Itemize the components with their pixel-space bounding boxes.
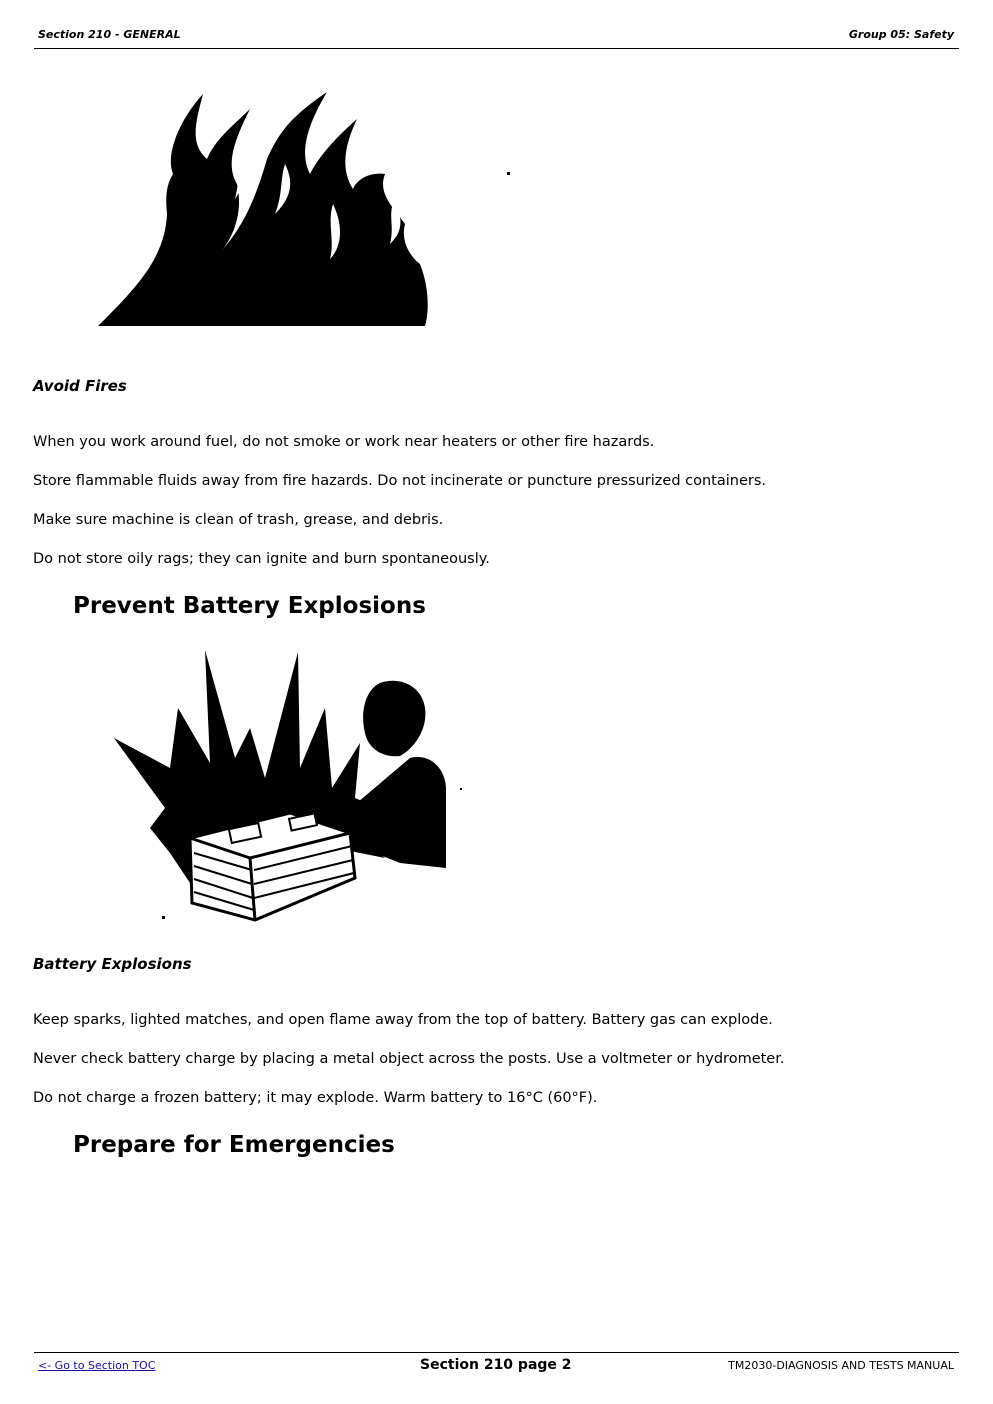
fire-flames-icon (95, 84, 515, 329)
fire-figure (95, 84, 515, 329)
section-title: Section 210 - GENERAL (38, 28, 181, 41)
section-toc-link[interactable]: <- Go to Section TOC (38, 1359, 156, 1372)
paragraph: Do not charge a frozen battery; it may explode. Warm battery to 16°C (60°F). (33, 1090, 598, 1106)
paragraph: When you work around fuel, do not smoke or work near heaters or other fire hazards. (33, 434, 655, 450)
paragraph: Never check battery charge by placing a metal object across the posts. Use a voltmeter or hydrometer. (33, 1051, 785, 1067)
page-footer (34, 1352, 959, 1383)
paragraph: Do not store oily rags; they can ignite and burn spontaneously. (33, 551, 490, 567)
manual-title: TM2030-DIAGNOSIS AND TESTS MANUAL (728, 1359, 954, 1372)
battery-explosions-caption: Battery Explosions (33, 955, 192, 973)
page-number: Section 210 page 2 (420, 1357, 572, 1373)
paragraph: Keep sparks, lighted matches, and open flame away from the top of battery. Battery gas can explode. (33, 1012, 773, 1028)
avoid-fires-caption: Avoid Fires (33, 377, 127, 395)
group-title: Group 05: Safety (848, 28, 954, 41)
section-heading: Prepare for Emergencies (73, 1132, 395, 1158)
paragraph: Store flammable fluids away from fire hazards. Do not incinerate or puncture pressurized containers. (33, 473, 767, 489)
battery-explosion-icon (110, 648, 465, 923)
battery-figure (110, 648, 465, 923)
paragraph: Make sure machine is clean of trash, grease, and debris. (33, 512, 444, 528)
page-header (34, 26, 959, 49)
section-heading: Prevent Battery Explosions (73, 593, 426, 619)
